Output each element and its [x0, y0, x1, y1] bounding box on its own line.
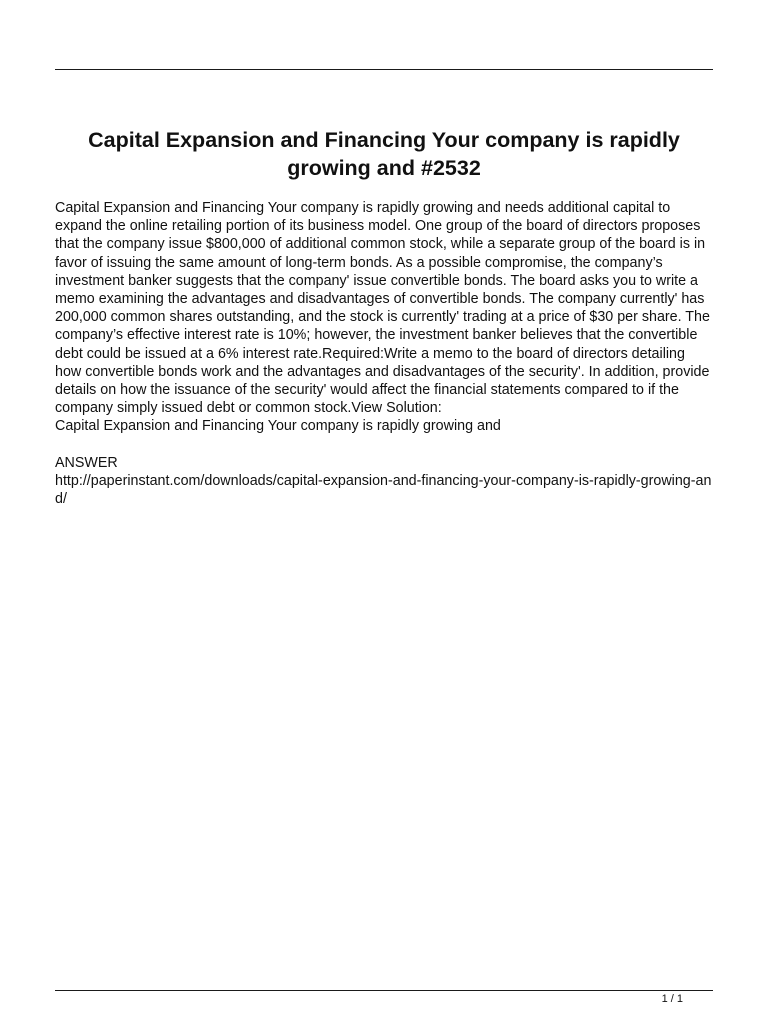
footer-divider: [55, 990, 713, 991]
document-title: Capital Expansion and Financing Your company is rapidly growing and #2532: [88, 128, 680, 180]
answer-link[interactable]: http://paperinstant.com/downloads/capital-expansion-and-financing-your-company-is-rapidly-growing-and/: [55, 473, 712, 508]
answer-label: ANSWER: [55, 454, 118, 471]
page-number: 1 / 1: [661, 993, 683, 1005]
summary-line: Capital Expansion and Financing Your company is rapidly growing and: [55, 418, 501, 435]
paragraph-gap: [55, 436, 715, 454]
document-body: [55, 199, 715, 508]
header-divider: [55, 69, 713, 70]
body-paragraph: Capital Expansion and Financing Your company is rapidly growing and needs additional capital to expand the online retailing portion of its business model. One group of the board of directors proposes that the company issue $800,000 of additional common stock, while a separate group of the board is in favor of issuing the same amount of long-term bonds. As a possible compromise, the company’s investment banker suggests that the company' issue convertible bonds. The board asks you to write a memo examining the advantages and disadvantages of convertible bonds. The company currently' has 200,000 common shares outstanding, and the stock is currently' trading at a price of $30 per share. The company’s effective interest rate is 10%; however, the investment banker believes that the convertible debt could be issued at a 6% interest rate.Required:Write a memo to the board of directors detailing how convertible bonds work and the advantages and disadvantages of the security'. In addition, provide details on how the issuance of the security' would affect the financial statements compared to if the company simply issued debt or common stock.View Solution:: [55, 200, 710, 417]
